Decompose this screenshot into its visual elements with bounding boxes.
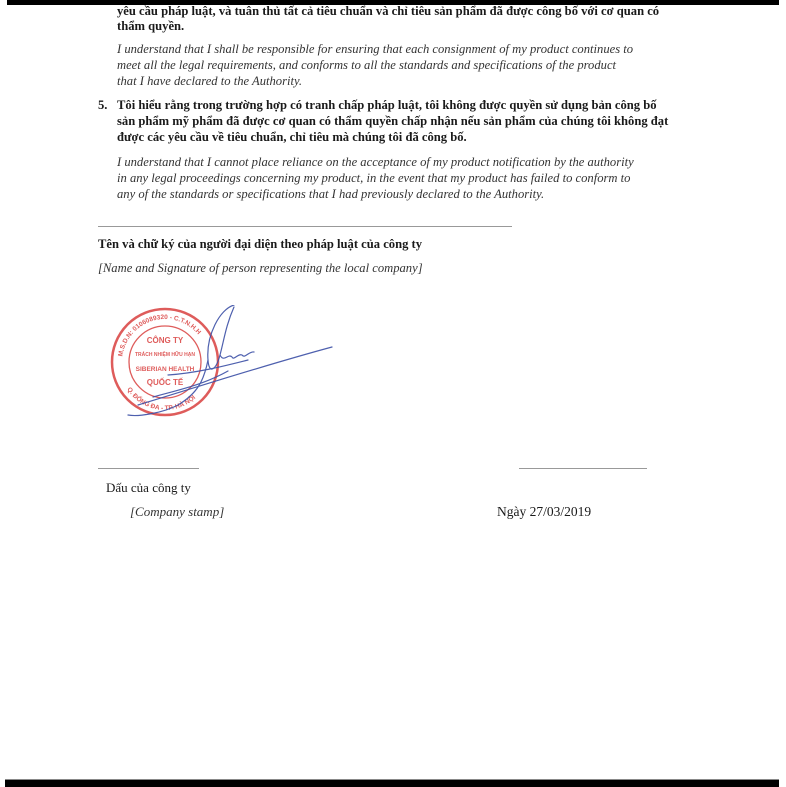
stamp-seal	[112, 309, 218, 415]
item5-vi-line-1: Tôi hiểu rằng trong trường hợp có tranh chấp pháp luật, tôi không được quyền sử dụng bản công bố	[117, 98, 657, 112]
stamp-line-3: SIBERIAN HEALTH	[135, 366, 195, 373]
company-stamp-label-vi: Dấu của công ty	[106, 480, 191, 495]
signature-label-vi: Tên và chữ ký của người đại diện theo pháp luật của công ty	[98, 237, 423, 251]
date-underline	[519, 468, 647, 469]
stamp-ring-top: M.S.D.N: 0106089320 - C.T.N.H.H	[117, 313, 202, 357]
stamp-line-4: QUỐC TẾ	[146, 378, 184, 387]
date-text: Ngày 27/03/2019	[497, 504, 592, 519]
stamp-line-1: CÔNG TY	[146, 336, 184, 345]
item4-en-line-3: that I have declared to the Authority.	[117, 74, 303, 88]
item5-en-line-2: in any legal proceedings concerning my product, in the event that my product has failed to conform to	[117, 171, 631, 185]
stamp-line-2: TRÁCH NHIỆM HỮU HẠN	[135, 352, 195, 358]
company-stamp-label-en: [Company stamp]	[130, 504, 225, 519]
company-stamp	[108, 305, 348, 445]
separator-line	[98, 226, 512, 227]
stamp-underline	[98, 468, 199, 469]
signature-label-en: [Name and Signature of person representing the local company]	[98, 261, 423, 275]
item5-number: 5.	[98, 98, 108, 112]
item5-en-line-3: any of the standards or specifications that I had previously declared to the Authority.	[117, 187, 545, 201]
item5-vi-line-2: sản phẩm mỹ phẩm đã được cơ quan có thẩm quyền chấp nhận nếu sản phẩm của chúng tôi không đạt	[117, 114, 669, 128]
item4-en-line-1: I understand that I shall be responsible for ensuring that each consignment of my product continues to	[117, 42, 634, 56]
stamp-and-signature-graphic	[108, 305, 348, 440]
cut-line-text: yêu cầu pháp luật, và tuân thủ tất cả tiêu chuẩn và chỉ tiêu sản phẩm đã được công bố với cơ quan có	[117, 4, 660, 18]
item5-en-line-1: I understand that I cannot place reliance on the acceptance of my product notification by the authority	[117, 155, 634, 169]
item4-en-line-2: meet all the legal requirements, and conforms to all the standards and specifications of the product	[117, 58, 617, 72]
stamp-ring-bottom: Q. ĐỐNG ĐA - TP. HÀ NỘI	[125, 386, 198, 413]
item4-end: thẩm quyền.	[117, 19, 185, 33]
signature-scrawl	[128, 305, 332, 416]
item5-vi-line-3: được các yêu cầu về tiêu chuẩn, chỉ tiêu mà chúng tôi đã công bố.	[117, 130, 467, 144]
